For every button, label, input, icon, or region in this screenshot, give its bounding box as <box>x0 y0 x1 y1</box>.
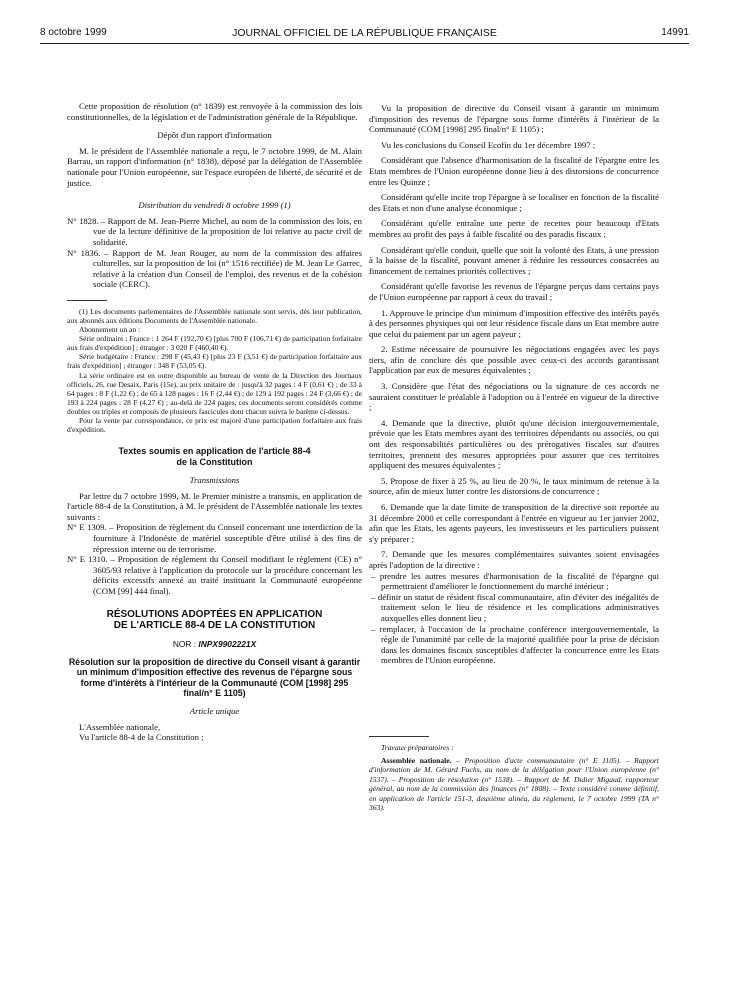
bullet-item: – remplacer, à l'occasion de la prochaine conférence intergouvernementale, la règle de l'unanimité par celle de la majorité qualifiée pour la prise de décision dans les domaines fiscaux susceptibles d'affecter la concurrence entre les Etats membres de l'Union européenne. <box>371 623 659 666</box>
subheading: Transmissions <box>189 475 240 486</box>
footnote-rule <box>67 300 107 301</box>
header-date: 8 octobre 1999 <box>40 27 107 38</box>
paragraph: Vu la proposition de directive du Conseil visant à garantir un minimum d'imposition des revenus de l'épargne sous forme d'intérêts à l'intérieur de la Communauté (COM [1998] 295 final/n° E 1105) ; <box>369 103 659 135</box>
paragraph: Considérant que l'absence d'harmonisation de la fiscalité de l'épargne entre les Etats membres de l'Union européenne donne lieu à des distorsions de concurrence entre les Quinze ; <box>369 155 659 187</box>
list-item: N° 1836. – Rapport de M. Jean Rouger, au nom de la commission des affaires culturelles, sur la proposition de loi (n° 1516 rectifiée) de M. Jean Le Garrec, relative à la création d'un Conseil de l'emploi, des revenus et de la cohésion sociale (CERC). <box>67 247 362 290</box>
assembly-label: Assemblée nationale. <box>381 755 452 765</box>
footnote-text: (1) Les documents parlementaires de l'Assemblée nationale sont servis, dès leur publication, aux abonnés aux éditions Documents de l'Assemblée nationale. <box>67 306 362 325</box>
heading-line: DE L'ARTICLE 88-4 DE LA CONSTITUTION <box>113 619 316 631</box>
numbered-paragraph: 1. Approuve le principe d'un minimum d'imposition effective des intérêts payés à des personnes physiques qui ont leur résidence fiscale dans un Etat membre autre que celui du paiement par un agent payeur ; <box>369 307 659 339</box>
paragraph: Vu l'article 88-4 de la Constitution ; <box>79 732 204 743</box>
paragraph: Considérant qu'elle conduit, quelle que soit la volonté des Etats, à une pression à la baisse de la fiscalité, pouvant amener à réduire les ressources consacrées au financement de certaines priorités collectives ; <box>369 244 659 276</box>
section-title: Distribution du vendredi 8 octobre 1999 (1) <box>138 200 291 211</box>
heading-line: RÉSOLUTIONS ADOPTÉES EN APPLICATION <box>106 608 323 620</box>
preparatory-work-heading: Travaux préparatoires : <box>381 742 454 752</box>
paragraph: M. le président de l'Assemblée nationale a reçu, le 7 octobre 1999, de M. Alain Barrau, un rapport d'information (n° 1838), déposé par la délégation de l'Assemblée nationale pour l'Union européenne, sur l'espace européen de liberté, de sécurité et de justice. <box>67 145 362 188</box>
paragraph: Par lettre du 7 octobre 1999, M. le Premier ministre a transmis, en application de l'article 88-4 de la Constitution, à M. le président de l'Assemblée nationale les textes suivants : <box>67 490 362 522</box>
nor-reference <box>67 639 362 650</box>
paragraph: Considérant qu'elle favorise les revenus de l'épargne perçus dans certains pays de l'Union européenne par rapport à ceux du travail ; <box>369 281 659 302</box>
header-journal-title: JOURNAL OFFICIEL DE LA RÉPUBLIQUE FRANÇAISE <box>232 27 497 39</box>
left-column <box>67 101 362 743</box>
nor-label: NOR : <box>172 638 197 649</box>
footnote-text: La série ordinaire est en outre disponible au bureau de vente de la Direction des Journaux officiels, 26, rue Desaix, Paris (15e), au prix unitaire de : jusqu'à 32 pages : 4 F (0,61 €) ; de 33 à 64 pages : 8 F (1,22 €) ; de 65 à 128 pages : 16 F (2,44 €) ; de 129 à 192 pages : 24 F (3,66 €) ; de 193 à 224 pages : 28 F (4,27 €) ; au-delà de 224 pages, ces documents seront considérés comme doubles ou triples et composés de plusieurs fascicules dont chacun suivra le barème ci-dessus. <box>67 370 362 416</box>
preparatory-work-body <box>369 756 659 814</box>
list-item: N° 1828. – Rapport de M. Jean-Pierre Michel, au nom de la commission des lois, en vue de la lecture définitive de la proposition de loi relative au pacte civil de solidarité. <box>67 215 362 247</box>
numbered-paragraph: 4. Demande que la directive, plutôt qu'une décision intergouvernementale, prévoie que les Etats membres ayant des territoires dépendants ou associés, ou qui ont des responsabilités particulières ou des prérogatives fiscales sur d'autres territoires, prennent des mesures appropriées pour assurer que ces territoires appliquent des mesures équivalentes ; <box>369 417 659 471</box>
section-heading <box>67 446 362 467</box>
section-heading <box>67 609 362 631</box>
footnote-text: Abonnement un an : <box>79 325 141 335</box>
preparatory-work-rule <box>369 736 429 737</box>
footnote-text: Série ordinaire : France : 1 264 F (192,70 €) [plus 700 F (106,71 €) de participation forfaitaire aux frais d'expédition] ; étranger : 3 020 F (460,40 €). <box>67 334 362 353</box>
footnote-text: Pour la vente par correspondance, ce prix est majoré d'une participation forfaitaire aux frais d'expédition. <box>67 416 362 435</box>
header-rule <box>40 43 689 44</box>
paragraph: Considérant qu'elle incite trop l'épargne à se localiser en fonction de la fiscalité des Etats et non d'une analyse économique ; <box>369 192 659 213</box>
preparatory-work-details: – Proposition d'acte communautaire (n° E 1105). – Rapport d'information de M. Gérard Fuchs, au nom de la délégation pour l'Union européenne (n° 1537). – Proposition de résolution (n° 1538). – Rapport de M. Didier Migaud, rapporteur général, au nom de la commission des finances (n° 1808). – Texte considéré comme définitif, en application de l'article 151-3, deuxième alinéa, du règlement, le 7 octobre 1999 (TA n° 363). <box>369 755 659 813</box>
list-item: N° E 1310. – Proposition de règlement du Conseil modifiant le règlement (CE) n° 3605/93 relative à l'application du protocole sur la procédure concernant les déficits excessifs annexé au traité instituant la Communauté européenne (COM [99] 444 final). <box>67 554 362 596</box>
numbered-paragraph: 2. Estime nécessaire de poursuivre les négociations engagées avec les pays tiers, afin de conclure dès que possible avec ceux-ci des accords garantissant l'application par eux de mesures équivalentes ; <box>369 344 659 376</box>
page-header <box>40 27 689 43</box>
preparatory-work <box>369 736 659 813</box>
heading-line: de la Constitution <box>176 456 253 467</box>
heading-line: Textes soumis en application de l'article 88-4 <box>118 446 311 457</box>
section-title: Dépôt d'un rapport d'information <box>157 130 272 141</box>
numbered-paragraph: 7. Demande que les mesures complémentaires suivantes soient envisagées après l'adoption de la directive : <box>369 549 659 570</box>
paragraph: Considérant qu'elle entraîne une perte de recettes pour beaucoup d'Etats membres au profit des pays à faible fiscalité ou des paradis fiscaux ; <box>369 218 659 239</box>
preparatory-work-text <box>369 743 659 813</box>
list-item: N° E 1309. – Proposition de règlement du Conseil concernant une interdiction de la fourniture à l'Indonésie de matériel susceptible d'être utilisé à des fins de répression interne ou de terrorisme. <box>67 522 362 554</box>
bullet-item: – définir un statut de résident fiscal communautaire, afin d'éviter des inégalités de traitement selon le lieu de résidence et les complications administratives auxquelles elles donnent lieu ; <box>371 591 659 623</box>
paragraph: Vu les conclusions du Conseil Ecofin du 1er décembre 1997 ; <box>381 139 596 150</box>
paragraph: L'Assemblée nationale, <box>79 721 161 732</box>
bullet-item: – prendre les autres mesures d'harmonisation de la fiscalité de l'épargne qui permettraient d'améliorer le fonctionnement du marché intérieur ; <box>371 570 659 592</box>
numbered-paragraph: 6. Demande que la date limite de transposition de la directive soit reportée au 31 décembre 2000 et celle correspondant à l'entrée en vigueur au 1er janvier 2002, afin que les Etats, les agents payeurs, les investisseurs et les particuliers puissent s'y préparer ; <box>369 502 659 544</box>
article-title: Article unique <box>189 705 240 716</box>
header-page-number: 14991 <box>661 27 689 38</box>
numbered-paragraph: 5. Propose de fixer à 25 %, au lieu de 20 %, le taux minimum de retenue à la source, afin de mieux lutter contre les distorsions de concurrence ; <box>369 475 659 497</box>
paragraph: Cette proposition de résolution (n° 1839) est renvoyée à la commission des lois constitutionnelles, de la législation et de l'administration générale de la République. <box>67 101 362 122</box>
footnote <box>67 307 362 434</box>
numbered-paragraph: 3. Considère que l'état des négociations ou la signature de ces accords ne sauraient constituer le préalable à l'adoption ou à l'entrée en vigueur de la directive ; <box>369 381 659 413</box>
right-column <box>369 103 659 813</box>
resolution-title: Résolution sur la proposition de directive du Conseil visant à garantir un minimum d'imposition effective des revenus de l'épargne sous forme d'intérêts à l'intérieur de la Communauté (COM [1998] 295 final/n° E 1105) <box>68 657 361 698</box>
nor-value: INPX9902221X <box>198 638 257 649</box>
footnote-text: Série budgétaire : France : 298 F (45,43 €) [plus 23 F (3,51 €) de participation forfaitaire aux frais d'expédition] ; étranger : 348 F (53,05 €). <box>67 352 362 371</box>
